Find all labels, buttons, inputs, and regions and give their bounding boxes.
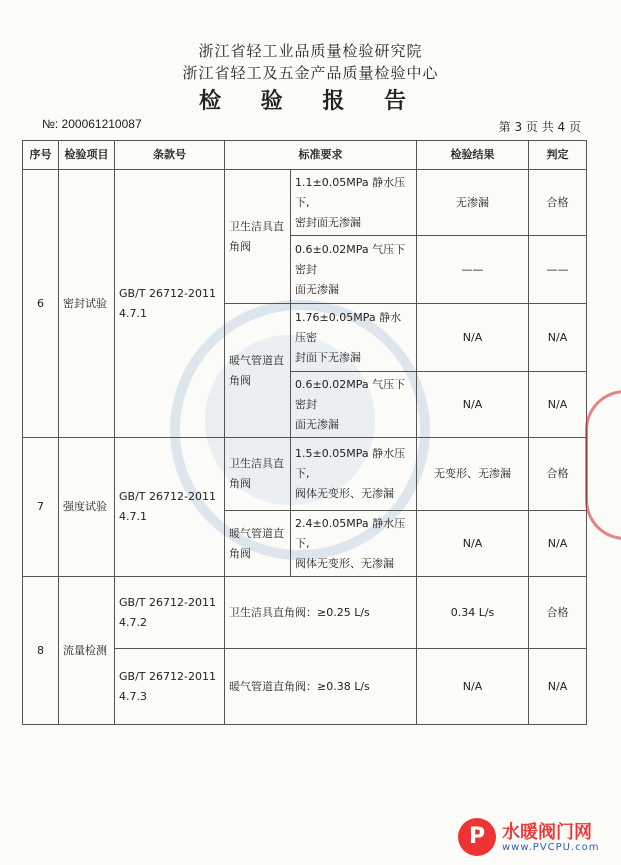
col-header-verdict: 判定 <box>529 141 587 170</box>
clause-code: GB/T 26712-2011 <box>119 595 216 609</box>
result-cell: 无渗漏 <box>417 170 529 236</box>
verdict-cell: 合格 <box>529 577 587 649</box>
requirement-line: 阀体无变形、无渗漏 <box>295 556 394 570</box>
col-header-requirement: 标准要求 <box>225 141 417 170</box>
logo-mark-icon: P <box>458 818 496 856</box>
clause-cell <box>115 577 225 649</box>
table-row <box>23 577 587 649</box>
center-name: 浙江省轻工及五金产品质量检验中心 <box>182 64 439 82</box>
result-cell: N/A <box>417 372 529 438</box>
table-header-row <box>23 141 587 170</box>
valve-type-cell: 卫生洁具直角阀 <box>225 438 291 511</box>
item-cell: 流量检测 <box>59 577 115 725</box>
clause-section: 4.7.3 <box>119 689 147 703</box>
requirement-line: 封面下无渗漏 <box>295 350 361 364</box>
result-cell: N/A <box>417 304 529 372</box>
seq-cell: 7 <box>23 438 59 577</box>
site-logo <box>458 818 618 862</box>
result-cell: N/A <box>417 649 529 725</box>
item-cell: 密封试验 <box>59 170 115 438</box>
clause-code: GB/T 26712-2011 <box>119 286 216 300</box>
verdict-cell: N/A <box>529 649 587 725</box>
requirement-line: 面无渗漏 <box>295 417 339 431</box>
report-number: №: 200061210087 <box>42 117 142 131</box>
clause-cell <box>115 438 225 577</box>
requirement-cell <box>291 236 417 304</box>
col-header-seq: 序号 <box>23 141 59 170</box>
result-cell: N/A <box>417 511 529 577</box>
clause-cell <box>115 649 225 725</box>
result-cell: —— <box>417 236 529 304</box>
inspection-table <box>22 140 587 725</box>
requirement-line: 0.6±0.02MPa 气压下密封 <box>295 242 406 276</box>
requirement-cell <box>291 372 417 438</box>
requirement-line: 2.4±0.05MPa 静水压下, <box>295 516 406 550</box>
col-header-item: 检验项目 <box>59 141 115 170</box>
requirement-cell <box>291 170 417 236</box>
logo-name: 水暖阀门网 <box>502 822 592 843</box>
clause-section: 4.7.1 <box>119 510 147 523</box>
page-indicator: 第 3 页 共 4 页 <box>498 120 581 134</box>
result-cell: 无变形、无渗漏 <box>417 438 529 511</box>
clause-code: GB/T 26712-2011 <box>119 669 216 683</box>
clause-section: 4.7.2 <box>119 615 147 629</box>
requirement-cell: 暖气管道直角阀：≥0.38 L/s <box>225 649 417 725</box>
requirement-line: 0.6±0.02MPa 气压下密封 <box>295 377 406 411</box>
requirement-cell <box>291 438 417 511</box>
verdict-cell: 合格 <box>529 170 587 236</box>
verdict-cell: —— <box>529 236 587 304</box>
clause-code: GB/T 26712-2011 <box>119 490 216 503</box>
red-seal <box>585 390 621 540</box>
seq-cell: 8 <box>23 577 59 725</box>
requirement-line: 面无渗漏 <box>295 282 339 296</box>
clause-cell <box>115 170 225 438</box>
table-row <box>23 170 587 236</box>
col-header-result: 检验结果 <box>417 141 529 170</box>
requirement-line: 1.1±0.05MPa 静水压下, <box>295 175 406 209</box>
requirement-line: 阀体无变形、无渗漏 <box>295 487 394 500</box>
clause-section: 4.7.1 <box>119 306 147 320</box>
table-row <box>23 438 587 511</box>
valve-type-cell: 暖气管道直角阀 <box>225 304 291 438</box>
verdict-cell: N/A <box>529 511 587 577</box>
result-cell: 0.34 L/s <box>417 577 529 649</box>
logo-url: www.PVCPU.com <box>502 842 600 853</box>
requirement-line: 1.76±0.05MPa 静水压密 <box>295 310 402 344</box>
requirement-cell: 卫生洁具直角阀：≥0.25 L/s <box>225 577 417 649</box>
verdict-cell: N/A <box>529 304 587 372</box>
verdict-cell: 合格 <box>529 438 587 511</box>
col-header-clause: 条款号 <box>115 141 225 170</box>
valve-type-cell: 卫生洁具直角阀 <box>225 170 291 304</box>
institute-name: 浙江省轻工业品质量检验研究院 <box>198 42 423 60</box>
requirement-line: 密封面无渗漏 <box>295 215 361 229</box>
report-title: 检 验 报 告 <box>199 89 422 114</box>
verdict-cell: N/A <box>529 372 587 438</box>
requirement-line: 1.5±0.05MPa 静水压下, <box>295 447 406 480</box>
seq-cell: 6 <box>23 170 59 438</box>
requirement-cell <box>291 304 417 372</box>
item-cell: 强度试验 <box>59 438 115 577</box>
requirement-cell <box>291 511 417 577</box>
valve-type-cell: 暖气管道直角阀 <box>225 511 291 577</box>
